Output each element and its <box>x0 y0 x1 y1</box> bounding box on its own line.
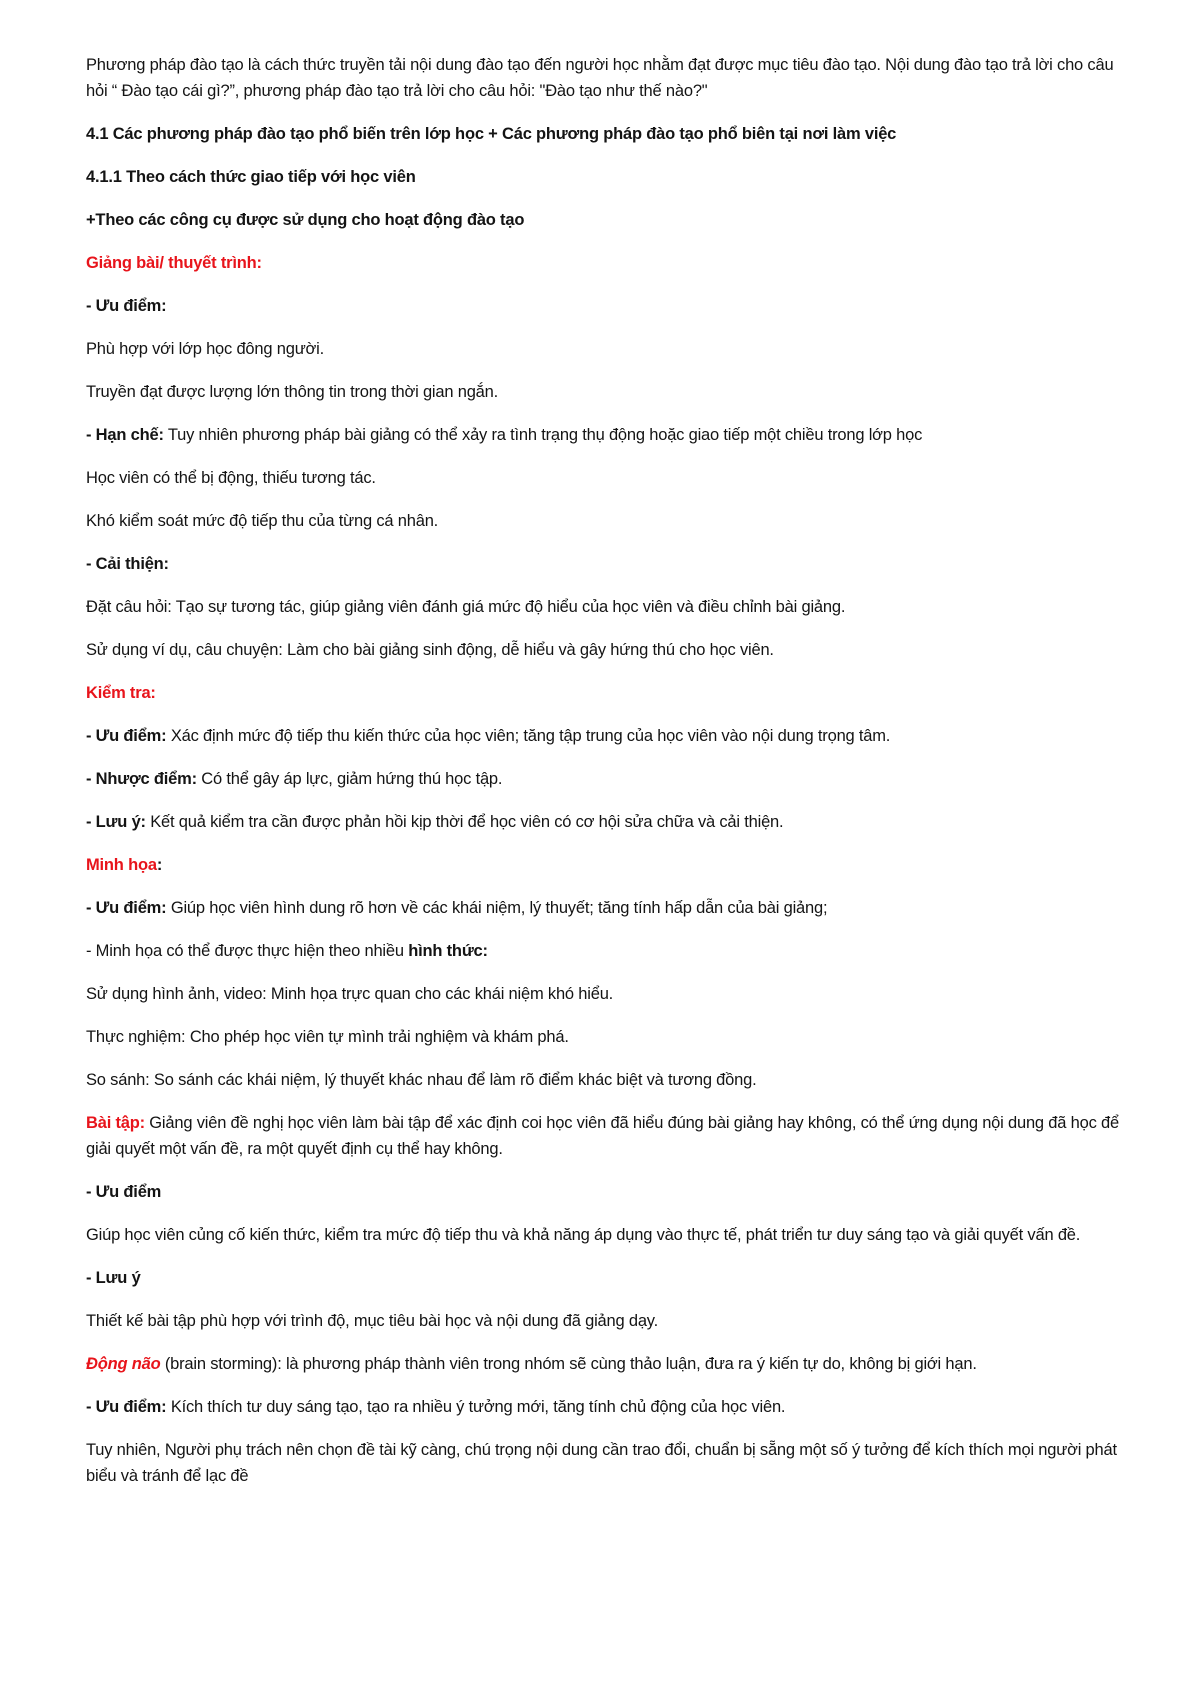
test-pros <box>86 723 1126 749</box>
lecture-improve-label: - Cải thiện: <box>86 555 169 573</box>
illustration-form-3: So sánh: So sánh các khái niệm, lý thuyết khác nhau để làm rõ điểm khác biệt và tương đồng. <box>86 1071 757 1089</box>
illustration-pros-label: - Ưu điểm: <box>86 899 167 917</box>
illustration-forms-bold: hình thức: <box>408 942 488 960</box>
illustration-title-colon: : <box>156 856 163 874</box>
section-heading-tools: +Theo các công cụ được sử dụng cho hoạt động đào tạo <box>86 211 525 229</box>
test-pros-label: - Ưu điểm: <box>86 727 167 745</box>
brainstorm-however: Tuy nhiên, Người phụ trách nên chọn đề tài kỹ càng, chú trọng nội dung cần trao đổi, chuẩn bị sẵng một số ý tưởng để kích thích mọi người phát biểu và tránh để lạc đề <box>86 1441 1117 1485</box>
section-heading-4-1-1: 4.1.1 Theo cách thức giao tiếp với học viên <box>86 168 416 186</box>
test-title: Kiểm tra: <box>86 684 156 702</box>
lecture-cons <box>86 422 1126 448</box>
lecture-cons-label: - Hạn chế: <box>86 426 164 444</box>
exercise-text: Giảng viên đề nghị học viên làm bài tập để xác định coi học viên đã hiểu đúng bài giảng hay không, có thể ứng dụng nội dung đã học để giải quyết một vấn đề, ra một quyết định cụ thể hay không. <box>86 1114 1119 1158</box>
exercise-note-label: - Lưu ý <box>86 1269 141 1287</box>
lecture-title: Giảng bài/ thuyết trình: <box>86 254 262 272</box>
lecture-cons-text: Tuy nhiên phương pháp bài giảng có thể xảy ra tình trạng thụ động hoặc giao tiếp một chiều trong lớp học <box>163 426 923 444</box>
brainstorm-pros-text: Kích thích tư duy sáng tạo, tạo ra nhiều ý tưởng mới, tăng tính chủ động của học viên. <box>166 1398 786 1416</box>
brainstorm-title: Động não <box>86 1355 161 1373</box>
exercise-intro <box>86 1110 1126 1162</box>
test-note-label: - Lưu ý: <box>86 813 146 831</box>
lecture-pro-2: Truyền đạt được lượng lớn thông tin trong thời gian ngắn. <box>86 383 499 401</box>
document-body <box>86 52 1126 1506</box>
illustration-heading <box>86 852 1126 878</box>
illustration-form-1: Sử dụng hình ảnh, video: Minh họa trực quan cho các khái niệm khó hiểu. <box>86 985 614 1003</box>
illustration-forms <box>86 938 1126 964</box>
lecture-con-2: Khó kiểm soát mức độ tiếp thu của từng cá nhân. <box>86 512 439 530</box>
section-heading-4-1: 4.1 Các phương pháp đào tạo phổ biến trên lớp học + Các phương pháp đào tạo phổ biên tại nơi làm việc <box>86 125 897 143</box>
brainstorm-intro <box>86 1351 1126 1377</box>
illustration-pros-text: Giúp học viên hình dung rõ hơn về các khái niệm, lý thuyết; tăng tính hấp dẫn của bài giảng; <box>166 899 828 917</box>
illustration-form-2: Thực nghiệm: Cho phép học viên tự mình trải nghiệm và khám phá. <box>86 1028 569 1046</box>
brainstorm-pros <box>86 1394 1126 1420</box>
test-cons-label: - Nhược điểm: <box>86 770 197 788</box>
illustration-forms-text: - Minh họa có thể được thực hiện theo nhiều <box>86 942 409 960</box>
illustration-title: Minh họa <box>86 856 157 874</box>
test-note <box>86 809 1126 835</box>
lecture-improve-1: Đặt câu hỏi: Tạo sự tương tác, giúp giảng viên đánh giá mức độ hiểu của học viên và điều chỉnh bài giảng. <box>86 598 846 616</box>
brainstorm-pros-label: - Ưu điểm: <box>86 1398 167 1416</box>
exercise-title: Bài tập: <box>86 1114 145 1132</box>
exercise-pros-text: Giúp học viên củng cố kiến thức, kiểm tra mức độ tiếp thu và khả năng áp dụng vào thực tế, phát triển tư duy sáng tạo và giải quyết vấn đề. <box>86 1226 1081 1244</box>
lecture-pro-1: Phù hợp với lớp học đông người. <box>86 340 325 358</box>
test-pros-text: Xác định mức độ tiếp thu kiến thức của học viên; tăng tập trung của học viên vào nội dung trọng tâm. <box>166 727 891 745</box>
intro-paragraph: Phương pháp đào tạo là cách thức truyền tải nội dung đào tạo đến người học nhằm đạt được mục tiêu đào tạo. Nội dung đào tạo trả lời cho câu hỏi “ Đào tạo cái gì?”, phương pháp đào tạo trả lời cho câu hỏi: "Đào tạo như thế nào?" <box>86 56 1114 100</box>
exercise-note-text: Thiết kế bài tập phù hợp với trình độ, mục tiêu bài học và nội dung đã giảng dạy. <box>86 1312 659 1330</box>
lecture-con-1: Học viên có thể bị động, thiếu tương tác. <box>86 469 376 487</box>
illustration-pros <box>86 895 1126 921</box>
brainstorm-text: (brain storming): là phương pháp thành viên trong nhóm sẽ cùng thảo luận, đưa ra ý kiến tự do, không bị giới hạn. <box>160 1355 977 1373</box>
lecture-pros-label: - Ưu điểm: <box>86 297 167 315</box>
exercise-pros-label: - Ưu điểm <box>86 1183 162 1201</box>
lecture-improve-2: Sử dụng ví dụ, câu chuyện: Làm cho bài giảng sinh động, dễ hiểu và gây hứng thú cho học viên. <box>86 641 774 659</box>
test-note-text: Kết quả kiểm tra cần được phản hồi kịp thời để học viên có cơ hội sửa chữa và cải thiện. <box>145 813 784 831</box>
test-cons-text: Có thể gây áp lực, giảm hứng thú học tập. <box>196 770 503 788</box>
test-cons <box>86 766 1126 792</box>
